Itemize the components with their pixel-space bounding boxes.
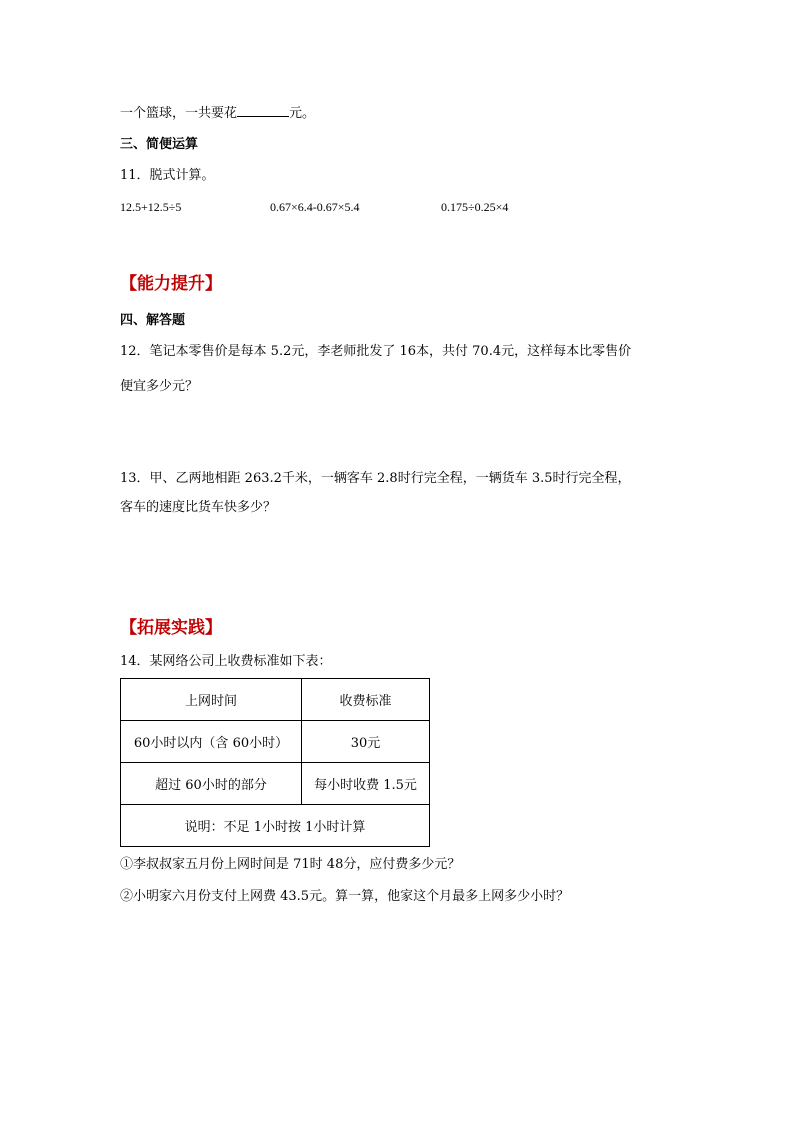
question-14-sub-2: ②小明家六月份支付上网费 43.5元。算一算，他家这个月最多上网多少小时？ <box>120 889 570 904</box>
table-note-row <box>121 805 430 847</box>
expression-3: 0.175÷0.25×4 <box>441 200 509 214</box>
expression-1: 12.5+12.5÷5 <box>120 200 182 214</box>
question-14-sub-1: ①李叔叔家五月份上网时间是 71时 48分，应付费多少元？ <box>120 857 461 872</box>
table-cell: 30元 <box>302 721 430 763</box>
table-cell: 超过 60小时的部分 <box>121 763 302 805</box>
previous-question-tail <box>120 104 315 123</box>
tail-text-before: 一个篮球，一共要花 <box>120 106 238 121</box>
section-title-ability: 【能力提升】 <box>120 274 222 294</box>
table-note: 说明：不足 1小时按 1小时计算 <box>121 805 430 847</box>
table-header-cell: 上网时间 <box>121 679 302 721</box>
expression-2: 0.67×6.4-0.67×5.4 <box>270 200 360 214</box>
table-row <box>121 721 430 763</box>
table-header-row <box>121 679 430 721</box>
table-header-cell: 收费标准 <box>302 679 430 721</box>
table-cell: 60小时以内（含 60小时） <box>121 721 302 763</box>
question-11-text: 11．脱式计算。 <box>120 168 215 183</box>
question-12-line-2: 便宜多少元？ <box>120 379 199 394</box>
table-cell: 每小时收费 1.5元 <box>302 763 430 805</box>
answer-blank[interactable] <box>237 104 289 117</box>
table-row <box>121 763 430 805</box>
section-heading-simplified-calc: 三、简便运算 <box>120 137 199 152</box>
tail-text-after: 元。 <box>289 106 316 121</box>
question-13-line-2: 客车的速度比货车快多少？ <box>120 500 277 515</box>
question-12-line-1: 12．笔记本零售价是每本 5.2元，李老师批发了 16本，共付 70.4元，这样每本比零售价 <box>120 344 632 359</box>
question-13-line-1: 13．甲、乙两地相距 263.2千米，一辆客车 2.8时行完全程，一辆货车 3.5时行完全程， <box>120 471 631 486</box>
section-heading-word-problems: 四、解答题 <box>120 313 186 328</box>
section-title-extend: 【拓展实践】 <box>120 618 222 638</box>
fee-table <box>120 678 430 847</box>
question-14-intro: 14．某网络公司上收费标准如下表： <box>120 654 332 669</box>
